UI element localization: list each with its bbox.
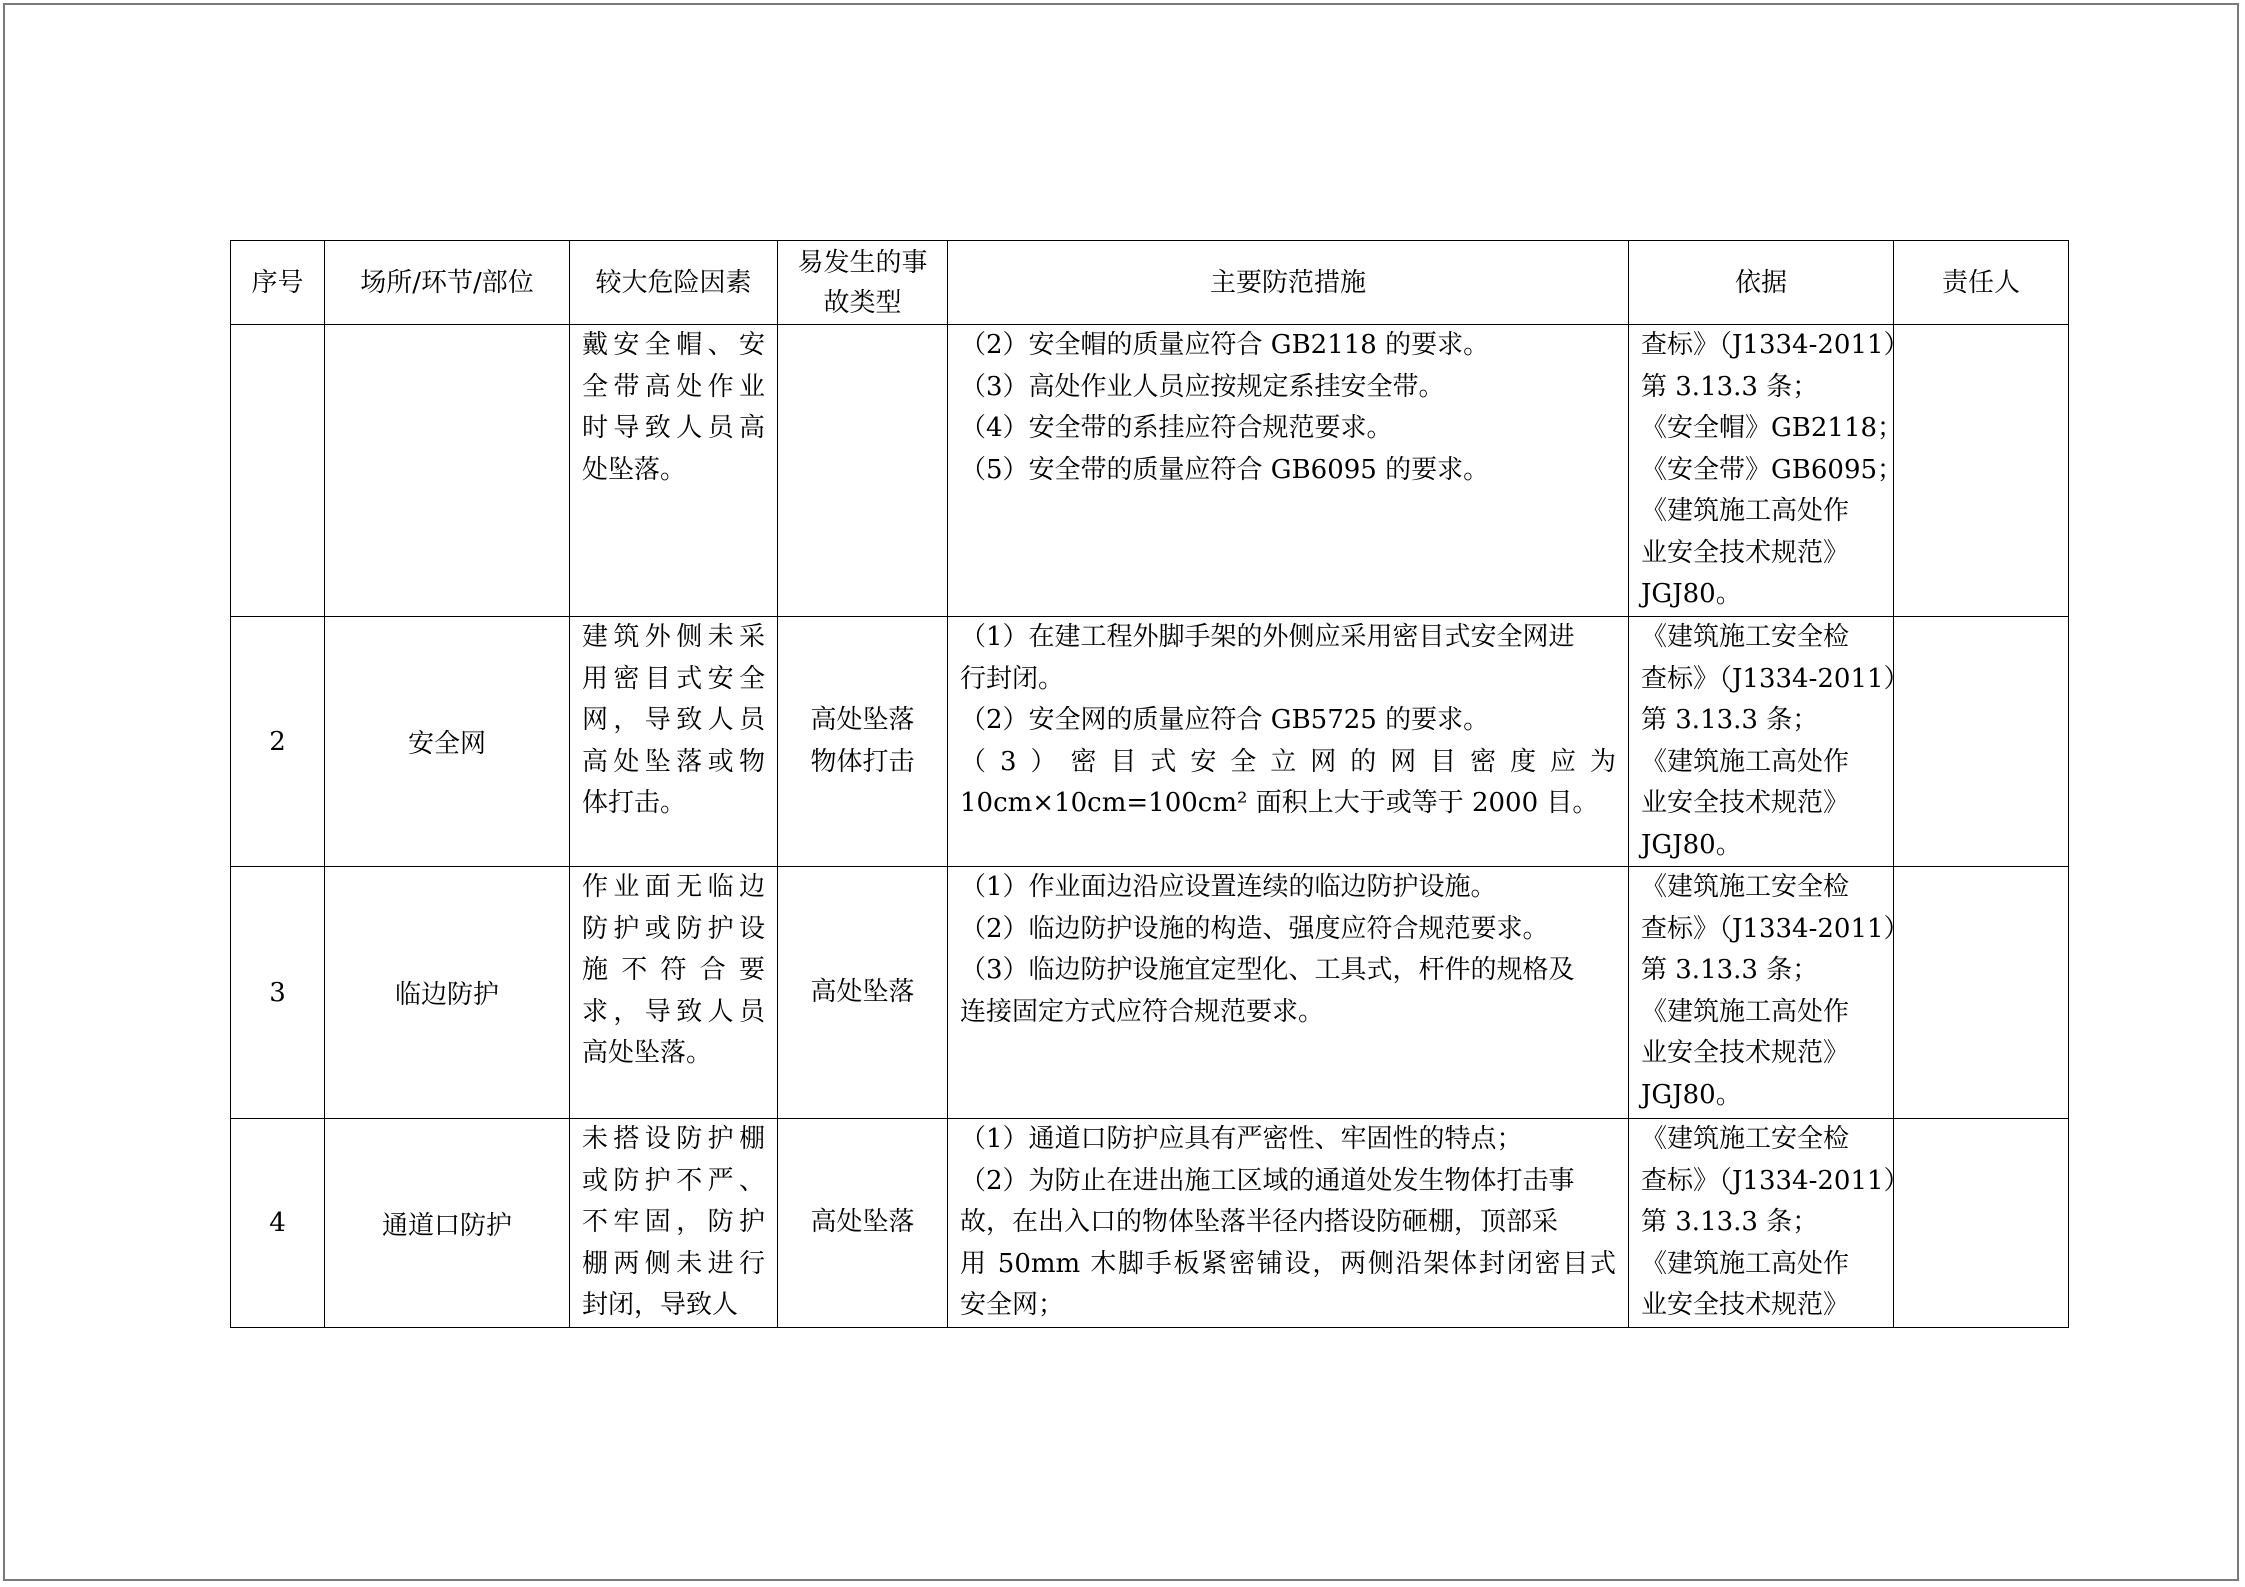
cell-hazard-line: 用密目式安全 [582,663,765,694]
table-row [231,867,2069,1119]
cell-basis [1629,867,1910,1119]
cell-basis-line: 查标》（J1334-2011） [1641,1165,1910,1196]
cell-accident-type [778,1119,948,1328]
cell-measures-line: 用 50mm 木脚手板紧密铺设，两侧沿架体封闭密目式 [960,1248,1616,1279]
cell-measures [948,325,1629,617]
table-row [231,617,2069,867]
cell-basis [1629,1119,1910,1328]
cell-basis-line: 第 3.13.3 条； [1641,955,1819,985]
cell-hazard [570,617,778,867]
cell-basis-line: 第 3.13.3 条； [1641,371,1819,402]
cell-place [325,325,570,617]
header-basis: 依据 [1629,241,1894,325]
cell-measures-line: （1）通道口防护应具有严密性、牢固性的特点； [960,1124,1523,1154]
cell-basis-line: 业安全技术规范》 [1641,1290,1850,1320]
cell-place: 安全网 [325,617,570,867]
cell-basis-line: 《建筑施工高处作 [1641,1248,1850,1279]
cell-accident-type [778,325,948,617]
cell-hazard-line: 未搭设防护棚 [582,1124,765,1154]
cell-measures [948,867,1629,1119]
cell-measures-line: （3）密目式安全立网的网目密度应为 [960,746,1616,777]
cell-hazard-line: 防护或防护设 [582,913,765,944]
cell-accident-type-line: 物体打击 [810,746,915,777]
cell-basis-line: JGJ80。 [1641,829,1742,860]
cell-accident-type-line: 高处坠落 [810,705,915,735]
cell-measures-line: （2）为防止在进出施工区域的通道处发生物体打击事 [960,1165,1575,1196]
cell-hazard-line: 网，导致人员 [582,705,765,735]
header-accident-line2: 故类型 [823,287,902,318]
cell-basis-line: 《建筑施工安全检 [1641,622,1850,652]
cell-hazard-line: 作业面无临边 [582,872,765,902]
cell-basis-line: 《建筑施工高处作 [1641,746,1850,777]
cell-basis-line: 查标》（J1334-2011） [1641,663,1910,694]
header-measures: 主要防范措施 [948,241,1629,325]
cell-basis-line: 《安全帽》GB2118； [1641,413,1904,443]
cell-measures [948,617,1629,867]
table-row [231,325,2069,617]
cell-measures [948,1119,1629,1328]
cell-hazard-line: 高处坠落或物 [582,746,765,777]
cell-person [1894,617,2069,867]
header-person: 责任人 [1894,241,2069,325]
cell-basis [1629,325,1910,617]
cell-basis-line: 查标》（J1334-2011） [1641,330,1910,360]
cell-hazard-line: 封闭，导致人 [582,1290,739,1320]
cell-seq: 2 [231,617,325,867]
cell-person [1894,867,2069,1119]
cell-hazard-line: 体打击。 [582,788,687,818]
header-seq: 序号 [231,241,325,325]
cell-hazard [570,867,778,1119]
cell-accident-type [778,617,948,867]
cell-hazard-line: 施不符合要 [582,955,765,985]
cell-basis-line: 业安全技术规范》 [1641,1038,1850,1068]
cell-hazard [570,325,778,617]
cell-basis [1629,617,1910,867]
cell-basis-line: 查标》（J1334-2011） [1641,913,1910,944]
cell-measures-line: （5）安全带的质量应符合 GB6095 的要求。 [960,454,1490,485]
cell-hazard-line: 戴安全帽、安 [582,330,765,360]
cell-hazard-line: 全带高处作业 [582,371,765,402]
cell-accident-type-line: 高处坠落 [810,1207,915,1238]
cell-seq: 3 [231,867,325,1119]
header-hazard: 较大危险因素 [570,241,778,325]
cell-measures-line: （3）临边防护设施宜定型化、工具式，杆件的规格及 [960,955,1575,985]
cell-place: 通道口防护 [325,1119,570,1328]
cell-accident-type [778,867,948,1119]
table-row [231,1119,2069,1328]
cell-measures-line: 故，在出入口的物体坠落半径内搭设防砸棚，顶部采 [960,1207,1559,1237]
cell-measures-line: （3）高处作业人员应按规定系挂安全带。 [960,371,1445,402]
cell-basis-line: 《建筑施工高处作 [1641,996,1850,1027]
header-accident-type [778,241,948,325]
cell-basis-line: JGJ80。 [1641,1079,1742,1110]
cell-basis-line: 业安全技术规范》 [1641,537,1850,568]
cell-basis-line: 《建筑施工高处作 [1641,496,1850,526]
cell-measures-line: （2）安全网的质量应符合 GB5725 的要求。 [960,705,1490,735]
cell-hazard-line: 建筑外侧未采 [582,622,765,652]
cell-basis-line: 第 3.13.3 条； [1641,1207,1819,1237]
cell-measures-line: （2）临边防护设施的构造、强度应符合规范要求。 [960,913,1549,944]
cell-seq [231,325,325,617]
cell-seq: 4 [231,1119,325,1328]
cell-measures-line: （1）作业面边沿应设置连续的临边防护设施。 [960,872,1497,902]
header-place: 场所/环节/部位 [325,241,570,325]
cell-place: 临边防护 [325,867,570,1119]
cell-measures-line: （2）安全帽的质量应符合 GB2118 的要求。 [960,330,1490,360]
cell-measures-line: （1）在建工程外脚手架的外侧应采用密目式安全网进 [960,622,1575,652]
cell-hazard-line: 棚两侧未进行 [582,1248,765,1279]
cell-basis-line: 《建筑施工安全检 [1641,1124,1850,1154]
cell-measures-line: 行封闭。 [960,663,1065,694]
cell-basis-line: 《建筑施工安全检 [1641,872,1850,902]
cell-hazard-line: 高处坠落。 [582,1038,713,1068]
cell-person [1894,325,2069,617]
cell-hazard-line: 时导致人员高 [582,413,765,443]
header-accident-line1: 易发生的事 [797,247,928,278]
cell-basis-line: 《安全带》GB6095； [1641,454,1904,485]
cell-measures-line: 10cm×10cm=100cm² 面积上大于或等于 2000 目。 [960,788,1599,818]
table-header-row [231,241,2069,325]
hazard-table [230,240,2069,1328]
cell-basis-line: JGJ80。 [1641,579,1742,609]
cell-accident-type-line: 高处坠落 [810,976,915,1007]
cell-hazard [570,1119,778,1328]
cell-hazard-line: 或防护不严、 [582,1165,765,1196]
cell-person [1894,1119,2069,1328]
cell-measures-line: 连接固定方式应符合规范要求。 [960,996,1325,1027]
cell-basis-line: 第 3.13.3 条； [1641,705,1819,735]
cell-hazard-line: 求，导致人员 [582,996,765,1027]
cell-hazard-line: 处坠落。 [582,454,687,485]
cell-measures-line: 安全网； [960,1290,1065,1320]
cell-hazard-line: 不牢固，防护 [582,1207,765,1237]
cell-basis-line: 业安全技术规范》 [1641,788,1850,818]
cell-measures-line: （4）安全带的系挂应符合规范要求。 [960,413,1393,443]
